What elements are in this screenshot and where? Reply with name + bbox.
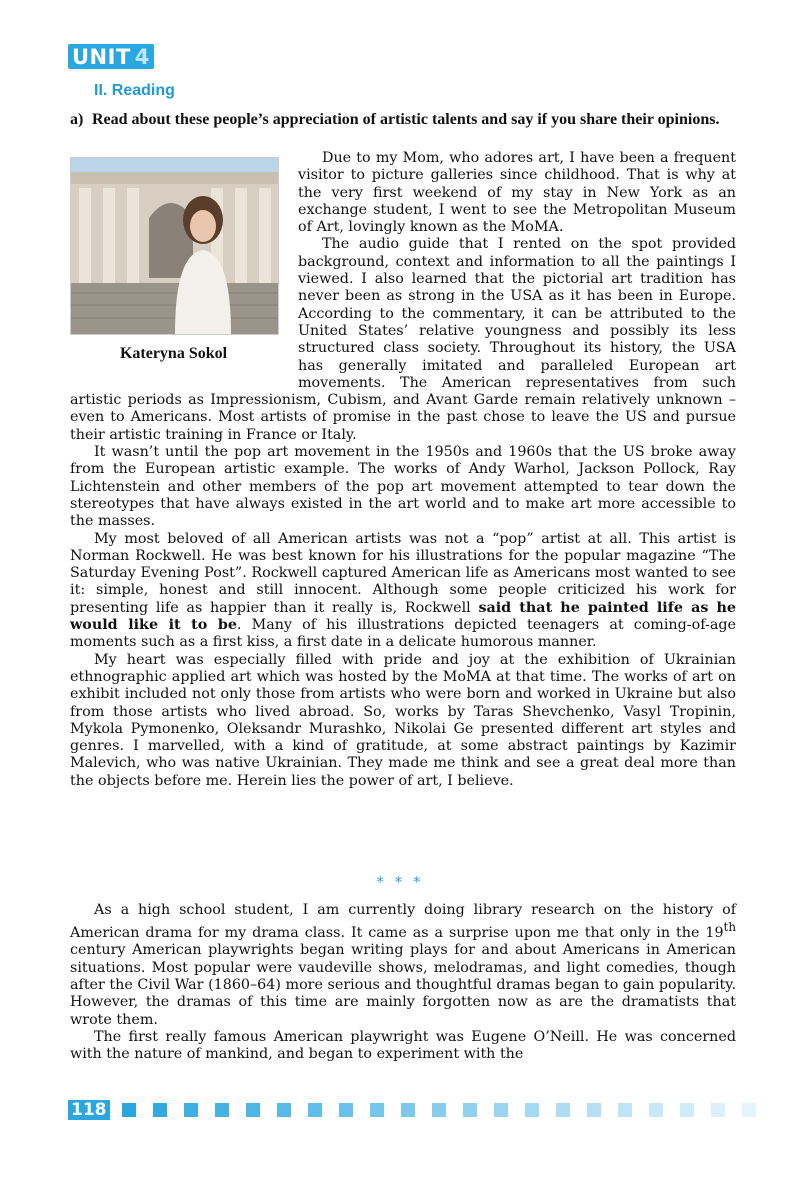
essay-two-p1-text-b: century American playwrights began writing plays for and about Americans in American situations. Most popular were vaudeville shows, melodramas, and light comedies, though after the Civil War (1860–64) more serious and thoughtful dramas began to gain popularity. However, the dramas of this time are mainly forgotten now as are the dramatists that wrote them. (70, 942, 736, 1028)
essay-one-paragraph-1: Due to my Mom, who adores art, I have been a frequent visitor to picture galleries since childhood. That is why at the very first weekend of my stay in New York as an exchange student, I went to see the Metropolitan Museum of Art, lovingly known as the MoMA. (298, 150, 736, 236)
footer-square (649, 1103, 663, 1117)
footer-square (587, 1103, 601, 1117)
footer-square (184, 1103, 198, 1117)
page-number: 118 (68, 1100, 110, 1120)
ordinal-suffix: th (723, 920, 736, 935)
essay-one (70, 150, 736, 790)
task-instruction (70, 110, 736, 129)
footer-square (463, 1103, 477, 1117)
footer-square (122, 1103, 136, 1117)
footer-square (711, 1103, 725, 1117)
section-title: II. Reading (94, 82, 175, 99)
essay-two (70, 902, 736, 1063)
essay-two-paragraph-1 (70, 902, 736, 1029)
footer-square (401, 1103, 415, 1117)
footer-square (370, 1103, 384, 1117)
footer-square (153, 1103, 167, 1117)
footer-square (494, 1103, 508, 1117)
footer-square (246, 1103, 260, 1117)
unit-number: 4 (134, 45, 150, 69)
paragraph-4-bold-phrase: said that he painted life as he would like it to be (70, 599, 736, 634)
paragraph-4-text-b: . Many of his illustrations depicted teenagers at coming-of-age moments such as a first kiss, a first date in a delicate humorous manner. (70, 617, 736, 651)
footer-square (742, 1103, 756, 1117)
task-text: Read about these people’s appreciation of artistic talents and say if you share their opinions. (92, 111, 720, 128)
footer-square (525, 1103, 539, 1117)
essay-one-paragraph-5: My heart was especially filled with pride and joy at the exhibition of Ukrainian ethnographic applied art which was hosted by the MoMA at that time. The works of art on exhibit included not only those from artists who were born and worked in Ukraine but also from those artists who lived abroad. So, works by Taras Shevchenko, Vasyl Tropinin, Mykola Pymonenko, Oleksandr Murashko, Nikolai Ge presented different art styles and genres. I marvelled, with a kind of gratitude, at some abstract paintings by Kazimir Malevich, who was native Ukrainian. They made me think and see a great deal more than the objects before me. Herein lies the power of art, I believe. (70, 651, 736, 789)
essay-two-p1-text-a: As a high school student, I am currently doing library research on the history of American drama for my drama class. It came as a surprise upon me that only in the 19 (70, 902, 736, 942)
footer-square (277, 1103, 291, 1117)
footer-square (308, 1103, 322, 1117)
page-footer (68, 1100, 768, 1120)
photo-spacer (70, 150, 298, 385)
photo-caption: Kateryna Sokol (119, 345, 228, 362)
section-divider: * * * (376, 873, 424, 891)
task-letter: a) (70, 111, 84, 128)
unit-badge (68, 44, 154, 69)
footer-square (215, 1103, 229, 1117)
paragraph-4-text-a: My most beloved of all American artists was not a “pop” artist at all. This artist is Norman Rockwell. He was best known for his illustrations for the popular magazine “The Saturday Evening Post”. Rockwell captured American life as Americans most wanted to see it: simple, honest and still innocent. Although some people criticized his work for presenting life as happier than it really is, Rockwell (70, 530, 736, 616)
footer-square (432, 1103, 446, 1117)
footer-square (680, 1103, 694, 1117)
essay-one-paragraph-2: The audio guide that I rented on the spot provided background, context and information to all the paintings I viewed. I also learned that the pictorial art tradition has never been as strong in the USA as it has been in Europe. According to the commentary, it can be attributed to the United States’ relative youngness and possibly its less structured class society. Throughout its history, the USA has generally imitated and paralleled European art movements. The American representatives from such artistic periods as Impressionism, Cubism, and Avant Garde remain relatively unknown – even to Americans. Most artists of promise in the past chose to leave the US and pursue their artistic training in France or Italy. (70, 236, 736, 443)
footer-square (618, 1103, 632, 1117)
essay-one-paragraph-3: It wasn’t until the pop art movement in the 1950s and 1960s that the US broke away from the European artistic example. The works of Andy Warhol, Jackson Pollock, Ray Lichtenstein and other members of the pop art movement attempted to tear down the stereotypes that have always existed in the art world and to make art more accessible to the masses. (70, 444, 736, 530)
footer-square (339, 1103, 353, 1117)
essay-one-paragraph-4 (70, 531, 736, 652)
footer-square (556, 1103, 570, 1117)
essay-two-paragraph-2: The first really famous American playwright was Eugene O’Neill. He was concerned with the nature of mankind, and began to experiment with the (70, 1028, 736, 1063)
unit-label: UNIT (72, 45, 131, 69)
